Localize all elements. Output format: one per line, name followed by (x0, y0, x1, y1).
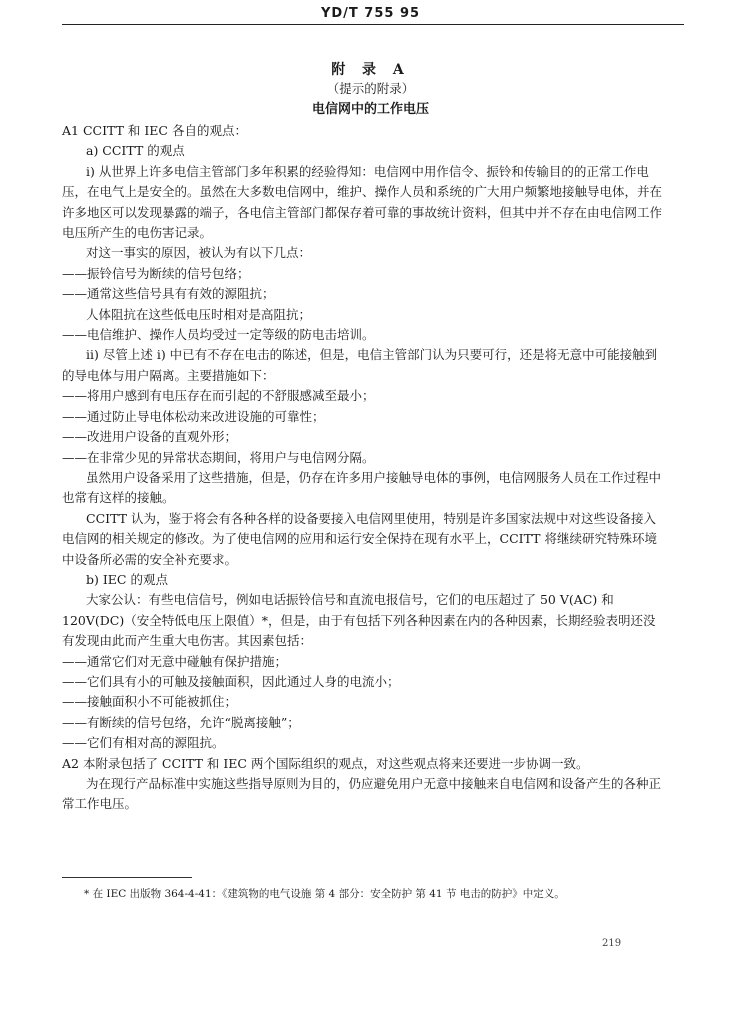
list-item: ——有断续的信号包络，允许“脱离接触”； (62, 714, 300, 730)
appendix-heading: 电信网中的工作电压 (311, 102, 429, 117)
paragraph: CCITT 认为，鉴于将会有各种各样的设备要接入电信网里使用，特别是许多国家法规中对这些设备接入电信网的相关规定的修改。为了使电信网的应用和运行安全保持在现有水平上，CCITT 将继续研究特殊环境中设备所必需的安全补充要求。 (62, 510, 657, 567)
list-item: ——它们具有小的可触及接触面积，因此通过人身的电流小； (62, 673, 400, 689)
section-heading-a2: A2 本附录包括了 CCITT 和 IEC 两个国际组织的观点，对这些观点将来还要进一步协调一致。 (62, 755, 589, 771)
list-item: ——通常它们对无意中碰触有保护措施； (62, 653, 288, 669)
page-number: 219 (602, 938, 622, 949)
list-item: ——改进用户设备的直观外形； (62, 429, 238, 445)
section-heading-a1: A1 CCITT 和 IEC 各自的观点： (62, 123, 247, 138)
footnote-rule (62, 877, 192, 878)
appendix-subtitle: （提示的附录） (326, 81, 415, 96)
subsection-heading: b) IEC 的观点 (86, 571, 168, 587)
list-item: ——振铃信号为断续的信号包络； (62, 265, 250, 281)
list-item: ——它们有相对高的源阻抗。 (62, 735, 225, 751)
body-text (62, 121, 662, 815)
appendix-title: 附 录 A (331, 62, 410, 78)
footnote: * 在 IEC 出版物 364-4-41：《建筑物的电气设施 第 4 部分：安全防护 第 41 节 电击的防护》中定义。 (84, 888, 565, 900)
list-item: ——通常这些信号具有有效的源阻抗； (62, 286, 275, 302)
standard-code-header: YD/T 755 95 (320, 6, 421, 21)
paragraph: 为在现行产品标准中实施这些指导原则为目的，仍应避免用户无意中接触来自电信网和设备产生的各种正常工作电压。 (62, 776, 662, 812)
subsection-heading: a) CCITT 的观点 (86, 143, 185, 159)
list-item-continuation: 人体阻抗在这些低电压时相对是高阻抗； (86, 306, 312, 322)
list-item: ——电信维护、操作人员均受过一定等级的防电击培训。 (62, 327, 375, 343)
list-item: ——在非常少见的异常状态期间，将用户与电信网分隔。 (62, 449, 375, 465)
paragraph: 虽然用户设备采用了这些措施，但是，仍存在许多用户接触导电体的事例，电信网服务人员在工作过程中也常有这样的接触。 (62, 469, 662, 506)
list-item: ——将用户感到有电压存在而引起的不舒服感减至最小； (62, 388, 375, 404)
list-item: ——通过防止导电体松动来改进设施的可靠性； (62, 408, 325, 424)
paragraph: ii) 尽管上述 i) 中已有不存在电击的陈述，但是，电信主管部门认为只要可行，还是将无意中可能接触到的导电体与用户隔离。主要措施如下： (62, 347, 658, 383)
paragraph: 对这一事实的原因，被认为有以下几点： (86, 245, 312, 261)
paragraph: i) 从世界上许多电信主管部门多年积累的经验得知：电信网中用作信令、振铃和传输目的的正常工作电压，在电气上是安全的。虽然在大多数电信网中，维护、操作人员和系统的广大用户频繁地接触导电体，并在许多地区可以发现暴露的端子，各电信主管部门都保存着可靠的事故统计资料，但其中并不存在由电信网工作电压所产生的电伤害记录。 (62, 163, 663, 241)
header-rule (62, 24, 684, 25)
paragraph: 大家公认：有些电信信号，例如电话振铃信号和直流电报信号，它们的电压超过了 50 V(AC) 和 120V(DC)（安全特低电压上限值）*，但是，由于有包括下列各种因素在内的各种因素，长期经验表明还没有发现由此而产生重大电伤害。其因素包括： (62, 592, 656, 649)
list-item: ——接触面积小不可能被抓住； (62, 694, 238, 710)
